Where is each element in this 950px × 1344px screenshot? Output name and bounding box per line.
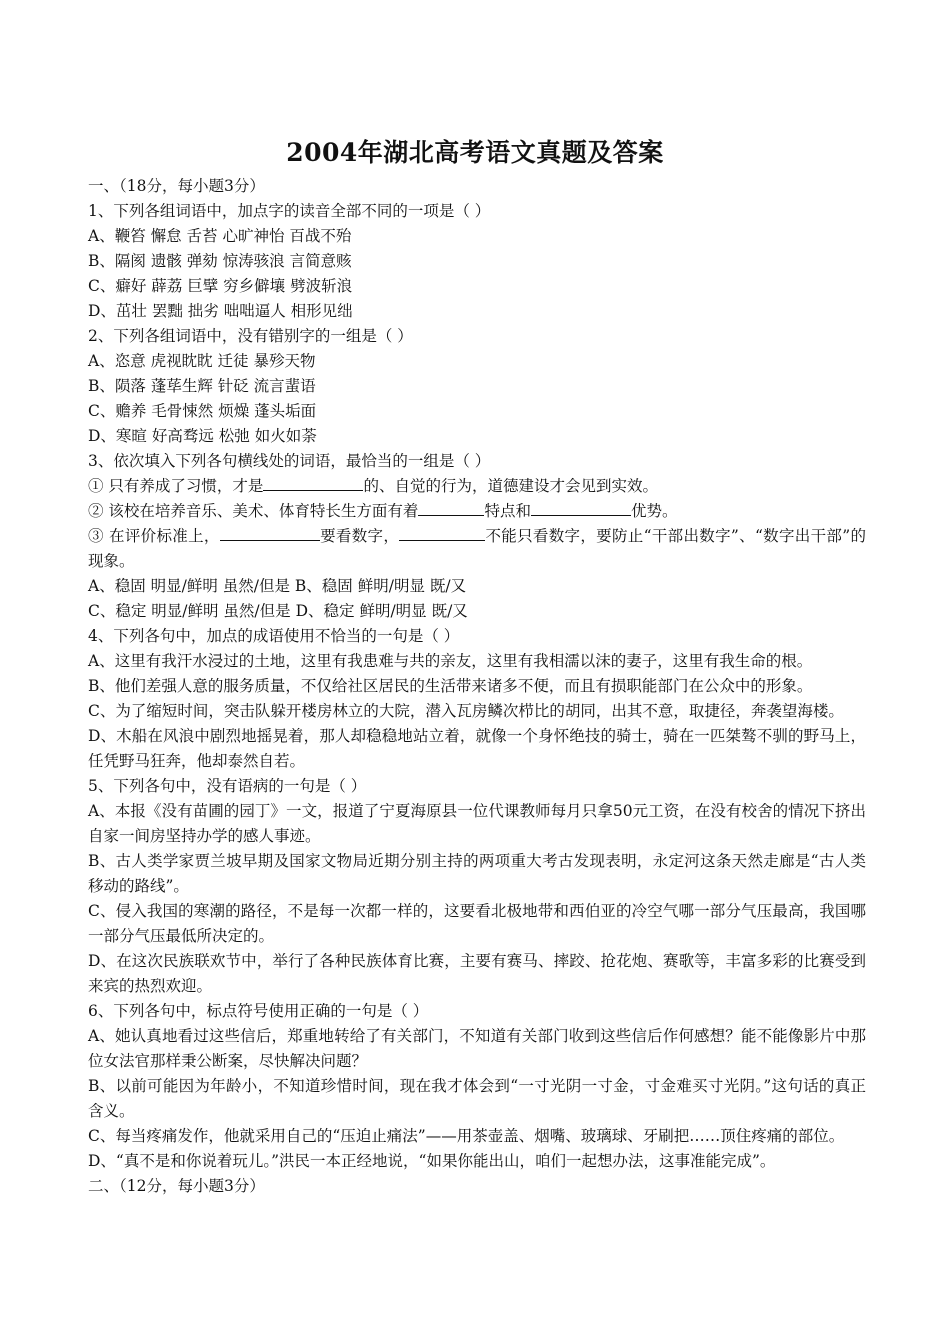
question-4-stem: 4、下列各句中，加点的成语使用不恰当的一句是（ ） [88,627,460,645]
question-2-option-d: D、寒暄 好高骛远 松弛 如火如荼 [88,427,317,445]
sentence-text: 优势。 [630,502,678,520]
sentence-text: 的、自觉的行为，道德建设才会见到实效。 [363,477,658,495]
section-heading-2: 二、（12分，每小题3分） [88,1177,265,1195]
question-5-option-d: D、在这次民族联欢节中，举行了各种民族体育比赛，主要有赛马、摔跤、抢花炮、赛歌等，丰富多彩的比赛受到来宾的热烈欢迎。 [88,952,866,995]
question-1-option-c: C、癖好 薜荔 巨擘 穷乡僻壤 劈波斩浪 [88,277,353,295]
question-6-stem: 6、下列各句中，标点符号使用正确的一句是（ ） [88,1002,429,1020]
question-4-option-a: A、这里有我汗水浸过的土地，这里有我患难与共的亲友，这里有我相濡以沫的妻子，这里有我生命的根。 [88,652,813,670]
question-1-option-d: D、茁壮 罢黜 拙劣 咄咄逼人 相形见绌 [88,302,353,320]
question-2-option-c: C、赡养 毛骨悚然 烦燥 蓬头垢面 [88,402,317,420]
sentence-text: ② 该校在培养音乐、美术、体育特长生方面有着 [88,502,419,520]
question-3-sentence-2 [88,499,866,524]
question-4-option-d: D、木船在风浪中剧烈地摇晃着，那人却稳稳地站立着，就像一个身怀绝技的骑士，骑在一匹桀骜不驯的野马上，任凭野马狂奔，他却泰然自若。 [88,727,866,770]
fill-blank [531,500,631,516]
question-2-option-b: B、陨落 蓬荜生辉 针砭 流言蜚语 [88,377,316,395]
sentence-text: ③ 在评价标准上， [88,527,220,545]
question-3-sentence-1 [88,474,866,499]
sentence-text: 要看数字， [319,527,400,545]
question-5-option-a: A、本报《没有苗圃的园丁》一文，报道了宁夏海原县一位代课教师每月只拿50元工资，在没有校舍的情况下挤出自家一间房坚持办学的感人事迹。 [88,802,866,845]
question-1-stem: 1、下列各组词语中，加点字的读音全部不同的一项是（ ） [88,202,491,220]
sentence-text: 不能只看数字，要防止“干部出数字”、“数字出干部”的现象。 [88,527,866,570]
fill-blank [418,500,484,516]
question-5-option-c: C、侵入我国的寒潮的路径，不是每一次都一样的，这要看北极地带和西伯亚的冷空气哪一部分气压最高，我国哪一部分气压最低所决定的。 [88,902,866,945]
question-4-option-b: B、他们差强人意的服务质量，不仅给社区居民的生活带来诸多不便，而且有损职能部门在公众中的形象。 [88,677,813,695]
question-2-option-a: A、恣意 虎视眈眈 迁徒 暴殄天物 [88,352,316,370]
fill-blank [220,525,320,541]
fill-blank [263,475,363,491]
question-5-stem: 5、下列各句中，没有语病的一句是（ ） [88,777,367,795]
sentence-text: 特点和 [484,502,531,520]
question-6-option-d: D、“真不是和你说着玩儿。”洪民一本正经地说，“如果你能出山，咱们一起想办法，这事准能完成”。 [88,1152,776,1170]
question-3-options-cd: C、稳定 明显/鲜明 虽然/但是 D、稳定 鲜明/明显 既/又 [88,602,468,620]
question-1-option-b: B、隔阂 遗骸 弹劾 惊涛骇浪 言简意赅 [88,252,352,270]
question-1-option-a: A、鞭笞 懈怠 舌苔 心旷神怡 百战不殆 [88,227,352,245]
question-4-option-c: C、为了缩短时间，突击队躲开楼房林立的大院，潜入瓦房鳞次栉比的胡同，出其不意，取捷径，奔袭望海楼。 [88,702,844,720]
sentence-text: ① 只有养成了习惯，才是 [88,477,264,495]
question-6-option-a: A、她认真地看过这些信后，郑重地转给了有关部门，不知道有关部门收到这些信后作何感想？能不能像影片中那位女法官那样秉公断案，尽快解决问题？ [88,1027,866,1070]
question-3-stem: 3、依次填入下列各句横线处的词语，最恰当的一组是（ ） [88,452,491,470]
question-5-option-b: B、古人类学家贾兰坡早期及国家文物局近期分别主持的两项重大考古发现表明，永定河这条天然走廊是“古人类移动的路线”。 [88,852,866,895]
page-title: 2004年湖北高考语文真题及答案 [286,138,664,167]
question-6-option-c: C、每当疼痛发作，他就采用自己的“压迫止痛法”——用茶壶盖、烟嘴、玻璃球、牙刷把……顶住疼痛的部位。 [88,1127,845,1145]
question-2-stem: 2、下列各组词语中，没有错别字的一组是（ ） [88,327,413,345]
section-heading-1: 一、（18分，每小题3分） [88,177,265,195]
fill-blank [399,525,485,541]
question-6-option-b: B、以前可能因为年龄小，不知道珍惜时间，现在我才体会到“一寸光阴一寸金，寸金难买寸光阴。”这句话的真正含义。 [88,1077,866,1120]
document-body [88,174,866,1199]
question-3-options-ab: A、稳固 明显/鲜明 虽然/但是 B、稳固 鲜明/明显 既/又 [88,577,467,595]
question-3-sentence-3 [88,524,866,574]
